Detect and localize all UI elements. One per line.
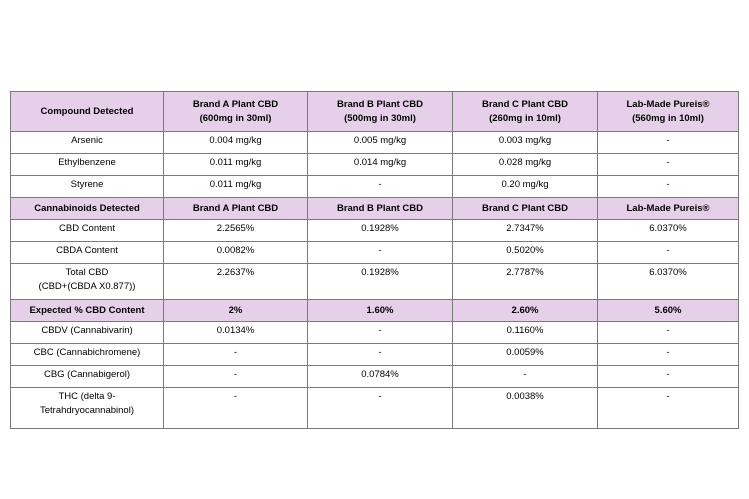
- header-compound-detected: Compound Detected: [11, 92, 164, 132]
- brand-c-value: 0.0059%: [453, 344, 598, 366]
- table-row: [11, 154, 739, 176]
- expected-cbd-label: Expected % CBD Content: [11, 300, 164, 322]
- compound-name: Styrene: [11, 176, 164, 198]
- brand-a-value: -: [164, 344, 308, 366]
- lab-made-value: -: [598, 322, 739, 344]
- brand-b-expected: 1.60%: [308, 300, 453, 322]
- header-brand-a: Brand A Plant CBD: [164, 198, 308, 220]
- lab-made-value: -: [598, 176, 739, 198]
- cannabinoid-name: CBC (Cannabichromene): [11, 344, 164, 366]
- brand-c-value: 0.0038%: [453, 388, 598, 429]
- table-row: [11, 344, 739, 366]
- brand-a-value: -: [164, 388, 308, 429]
- lab-made-value: -: [598, 154, 739, 176]
- compound-header-row: [11, 92, 739, 132]
- lab-made-value: -: [598, 388, 739, 429]
- compound-name: Ethylbenzene: [11, 154, 164, 176]
- brand-c-value: 0.5020%: [453, 242, 598, 264]
- header-brand-a: Brand A Plant CBD (600mg in 30ml): [164, 92, 308, 132]
- cannabinoid-name: CBD Content: [11, 220, 164, 242]
- header-brand-b: Brand B Plant CBD: [308, 198, 453, 220]
- thc-name: THC (delta 9- Tetrahdryocannabinol): [11, 388, 164, 429]
- brand-c-value: 2.7787%: [453, 264, 598, 300]
- brand-c-value: 0.028 mg/kg: [453, 154, 598, 176]
- brand-b-value: 0.1928%: [308, 220, 453, 242]
- brand-c-expected: 2.60%: [453, 300, 598, 322]
- table-row: [11, 388, 739, 429]
- header-cannabinoids-detected: Cannabinoids Detected: [11, 198, 164, 220]
- brand-b-value: 0.014 mg/kg: [308, 154, 453, 176]
- brand-b-value: 0.005 mg/kg: [308, 132, 453, 154]
- lab-made-value: -: [598, 132, 739, 154]
- lab-made-value: 6.0370%: [598, 264, 739, 300]
- table-row: [11, 242, 739, 264]
- brand-b-value: -: [308, 388, 453, 429]
- brand-a-expected: 2%: [164, 300, 308, 322]
- cannabinoid-name: CBDA Content: [11, 242, 164, 264]
- brand-c-value: 0.1160%: [453, 322, 598, 344]
- brand-a-value: 0.011 mg/kg: [164, 154, 308, 176]
- cannabinoid-header-row: [11, 198, 739, 220]
- expected-cbd-row: [11, 300, 739, 322]
- brand-c-value: 0.20 mg/kg: [453, 176, 598, 198]
- lab-made-value: 6.0370%: [598, 220, 739, 242]
- brand-c-value: 0.003 mg/kg: [453, 132, 598, 154]
- cbd-comparison-table: [10, 91, 739, 429]
- header-lab-made: Lab-Made Pureis®: [598, 198, 739, 220]
- brand-b-value: -: [308, 322, 453, 344]
- header-lab-made: Lab-Made Pureis® (560mg in 10ml): [598, 92, 739, 132]
- brand-a-value: -: [164, 366, 308, 388]
- table-row: [11, 176, 739, 198]
- brand-a-value: 0.0134%: [164, 322, 308, 344]
- lab-made-value: -: [598, 242, 739, 264]
- table-row: [11, 366, 739, 388]
- table-row: [11, 264, 739, 300]
- brand-b-value: -: [308, 242, 453, 264]
- brand-b-value: -: [308, 344, 453, 366]
- compound-name: Arsenic: [11, 132, 164, 154]
- lab-made-expected: 5.60%: [598, 300, 739, 322]
- brand-c-value: 2.7347%: [453, 220, 598, 242]
- header-brand-c: Brand C Plant CBD (260mg in 10ml): [453, 92, 598, 132]
- brand-a-value: 0.004 mg/kg: [164, 132, 308, 154]
- brand-c-value: -: [453, 366, 598, 388]
- brand-b-value: 0.1928%: [308, 264, 453, 300]
- table-row: [11, 220, 739, 242]
- header-brand-b: Brand B Plant CBD (500mg in 30ml): [308, 92, 453, 132]
- lab-made-value: -: [598, 366, 739, 388]
- brand-b-value: 0.0784%: [308, 366, 453, 388]
- brand-a-value: 2.2637%: [164, 264, 308, 300]
- table-row: [11, 322, 739, 344]
- cannabinoid-name: CBG (Cannabigerol): [11, 366, 164, 388]
- header-brand-c: Brand C Plant CBD: [453, 198, 598, 220]
- brand-b-value: -: [308, 176, 453, 198]
- cannabinoid-name: CBDV (Cannabivarin): [11, 322, 164, 344]
- lab-made-value: -: [598, 344, 739, 366]
- brand-a-value: 0.011 mg/kg: [164, 176, 308, 198]
- table-row: [11, 132, 739, 154]
- brand-a-value: 2.2565%: [164, 220, 308, 242]
- brand-a-value: 0.0082%: [164, 242, 308, 264]
- total-cbd-name: Total CBD (CBD+(CBDA X0.877)): [11, 264, 164, 300]
